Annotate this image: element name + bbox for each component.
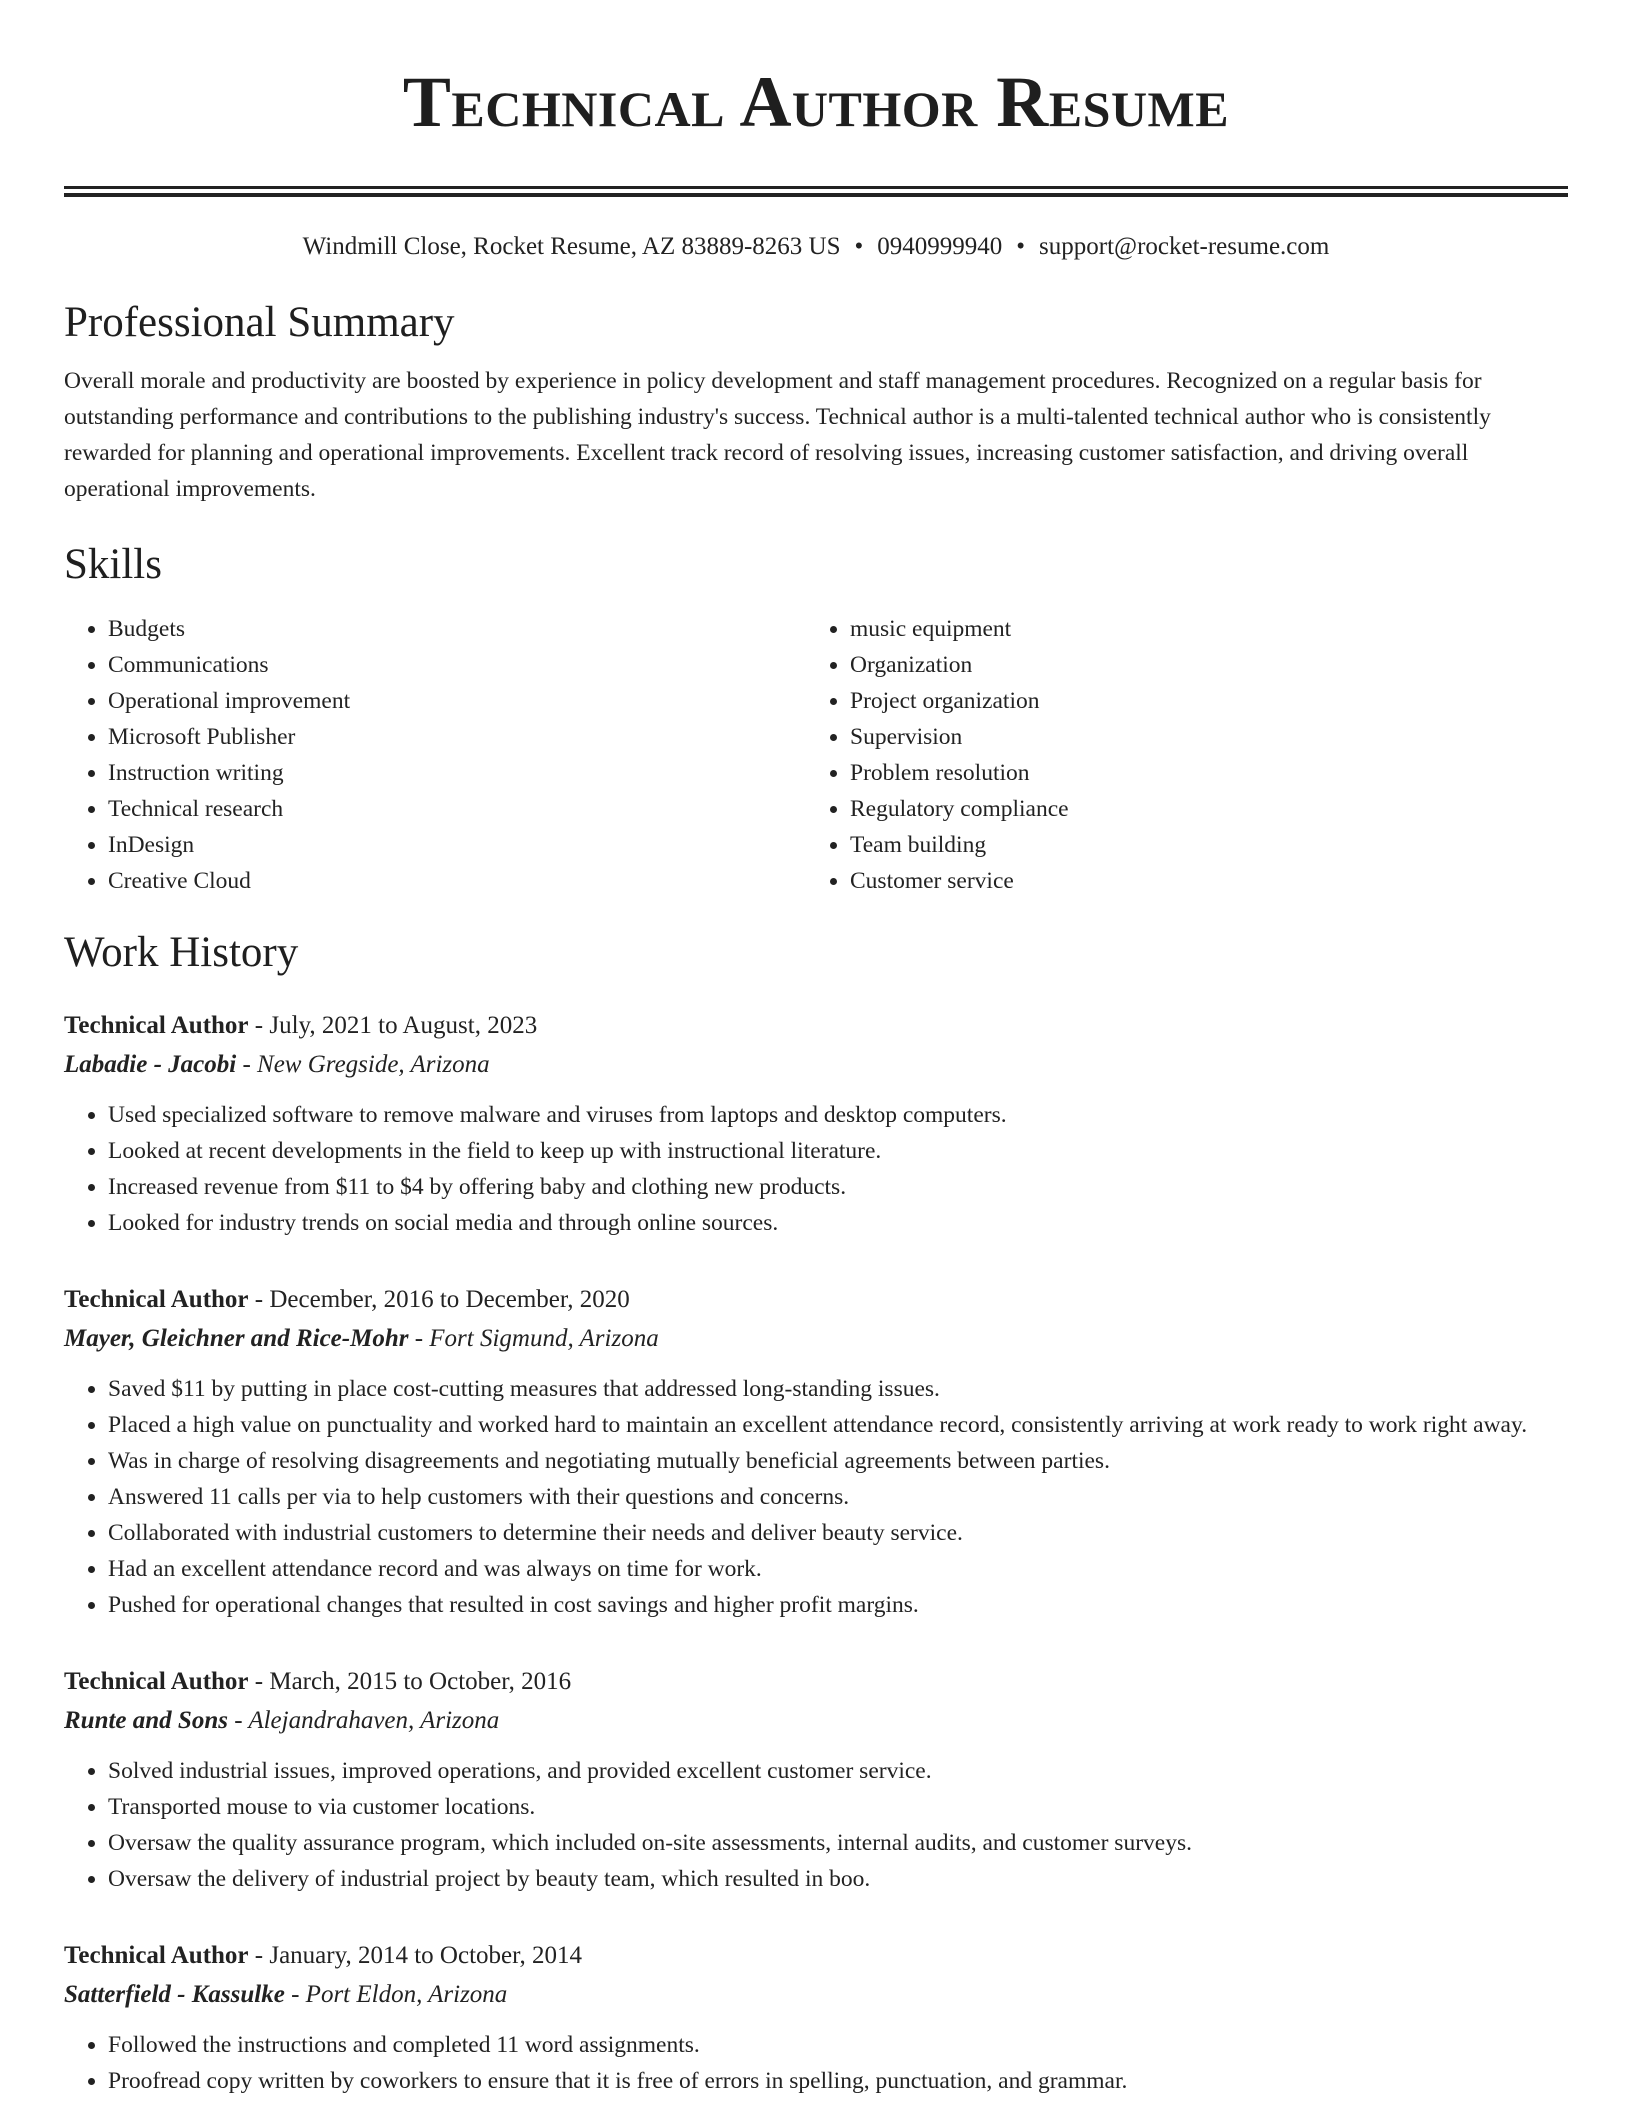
contact-email: support@rocket-resume.com [1039,233,1330,260]
duty-item: • Saved $11 by putting in place cost-cutting measures that addressed long-standing issues. [108,1371,1568,1407]
professional-summary-section [64,297,1568,507]
company-name: Runte and Sons [64,1707,228,1734]
job-entry [64,1007,1568,1241]
company-line [64,1701,1568,1741]
skill-item: • Project organization [850,683,1548,719]
duty-item: • Looked at recent developments in the field to keep up with instructional literature. [108,1133,1568,1169]
duties-list [64,1097,1568,1241]
job-dates: - January, 2014 to October, 2014 [248,1942,582,1969]
job-title-line [64,1937,1568,1975]
job-entry [64,1281,1568,1623]
skill-item: • Regulatory compliance [850,791,1548,827]
job-list [64,1007,1568,2099]
resume-page [64,0,1568,2099]
job-title-line [64,1007,1568,1045]
job-entry [64,1937,1568,2099]
duty-item: • Placed a high value on punctuality and worked hard to maintain an excellent attendance record, consistently arriving at work ready to work right away. [108,1407,1568,1443]
skill-item: • Instruction writing [108,755,806,791]
job-dates: - July, 2021 to August, 2023 [248,1012,538,1039]
duty-item: • Solved industrial issues, improved operations, and provided excellent customer service. [108,1753,1568,1789]
duties-list [64,1371,1568,1623]
contact-phone: 0940999940 [877,233,1003,260]
resume-title: Technical Author Resume [402,62,1230,142]
skills-list-right [806,611,1548,899]
duty-item: • Oversaw the quality assurance program, which included on-site assessments, internal audits, and customer surveys. [108,1825,1568,1861]
skill-item: • Supervision [850,719,1548,755]
skill-item: • Communications [108,647,806,683]
job-title-line [64,1281,1568,1319]
company-name: Satterfield - Kassulke [64,1981,285,2008]
job-title: Technical Author [64,1286,249,1313]
duty-item: • Had an excellent attendance record and was always on time for work. [108,1551,1568,1587]
skill-item: • Microsoft Publisher [108,719,806,755]
duty-item: • Increased revenue from $11 to $4 by offering baby and clothing new products. [108,1169,1568,1205]
company-location: - Alejandrahaven, Arizona [227,1707,500,1734]
job-entry [64,1663,1568,1897]
skills-list-left [64,611,806,899]
duty-item: • Oversaw the delivery of industrial project by beauty team, which resulted in boo. [108,1861,1568,1897]
skill-item: • music equipment [850,611,1548,647]
duty-item: • Collaborated with industrial customers to determine their needs and deliver beauty service. [108,1515,1568,1551]
duty-item: • Answered 11 calls per via to help customers with their questions and concerns. [108,1479,1568,1515]
section-heading-work-history: Work History [64,929,299,976]
company-name: Mayer, Gleichner and Rice-Mohr [64,1325,409,1352]
duty-item: • Transported mouse to via customer locations. [108,1789,1568,1825]
contact-address: Windmill Close, Rocket Resume, AZ 83889-8263 US [302,233,841,260]
duty-item: • Followed the instructions and completed 11 word assignments. [108,2027,1568,2063]
company-location: - Fort Sigmund, Arizona [408,1325,659,1352]
job-dates: - March, 2015 to October, 2016 [248,1668,572,1695]
title-divider [64,186,1568,197]
skill-item: • Problem resolution [850,755,1548,791]
section-heading-skills: Skills [64,541,162,588]
skill-item: • Operational improvement [108,683,806,719]
duty-item: • Pushed for operational changes that resulted in cost savings and higher profit margins. [108,1587,1568,1623]
section-heading-summary: Professional Summary [64,299,455,346]
contact-separator: • [1016,233,1026,260]
contact-separator: • [854,233,864,260]
skills-section [64,539,1568,899]
company-line [64,1045,1568,1085]
work-history-section [64,927,1568,2099]
skills-columns [64,611,1568,899]
company-line [64,1319,1568,1359]
job-title: Technical Author [64,1668,249,1695]
skill-item: • Technical research [108,791,806,827]
duties-list [64,2027,1568,2099]
skill-item: • Customer service [850,863,1548,899]
duty-item: • Used specialized software to remove malware and viruses from laptops and desktop computers. [108,1097,1568,1133]
duty-item: • Proofread copy written by coworkers to ensure that it is free of errors in spelling, punctuation, and grammar. [108,2063,1568,2099]
skill-item: • Creative Cloud [108,863,806,899]
company-name: Labadie - Jacobi [64,1051,237,1078]
job-title-line [64,1663,1568,1701]
job-dates: - December, 2016 to December, 2020 [248,1286,630,1313]
skill-item: • InDesign [108,827,806,863]
skill-item: • Budgets [108,611,806,647]
company-location: - Port Eldon, Arizona [284,1981,508,2008]
job-title: Technical Author [64,1942,249,1969]
duty-item: • Looked for industry trends on social media and through online sources. [108,1205,1568,1241]
duties-list [64,1753,1568,1897]
company-line [64,1975,1568,2015]
job-title: Technical Author [64,1012,249,1039]
company-location: - New Gregside, Arizona [236,1051,490,1078]
duty-item: • Was in charge of resolving disagreements and negotiating mutually beneficial agreements between parties. [108,1443,1568,1479]
summary-text: Overall morale and productivity are boosted by experience in policy development and staff management procedures. Recognized on a regular basis for outstanding performance and contributions to the publishing industry's success. Technical author is a multi-talented technical author who is consistently rewarded for planning and operational improvements. Excellent track record of resolving issues, increasing customer satisfaction, and driving overall operational improvements. [64,368,1491,502]
contact-line [64,231,1568,263]
skill-item: • Organization [850,647,1548,683]
skill-item: • Team building [850,827,1548,863]
